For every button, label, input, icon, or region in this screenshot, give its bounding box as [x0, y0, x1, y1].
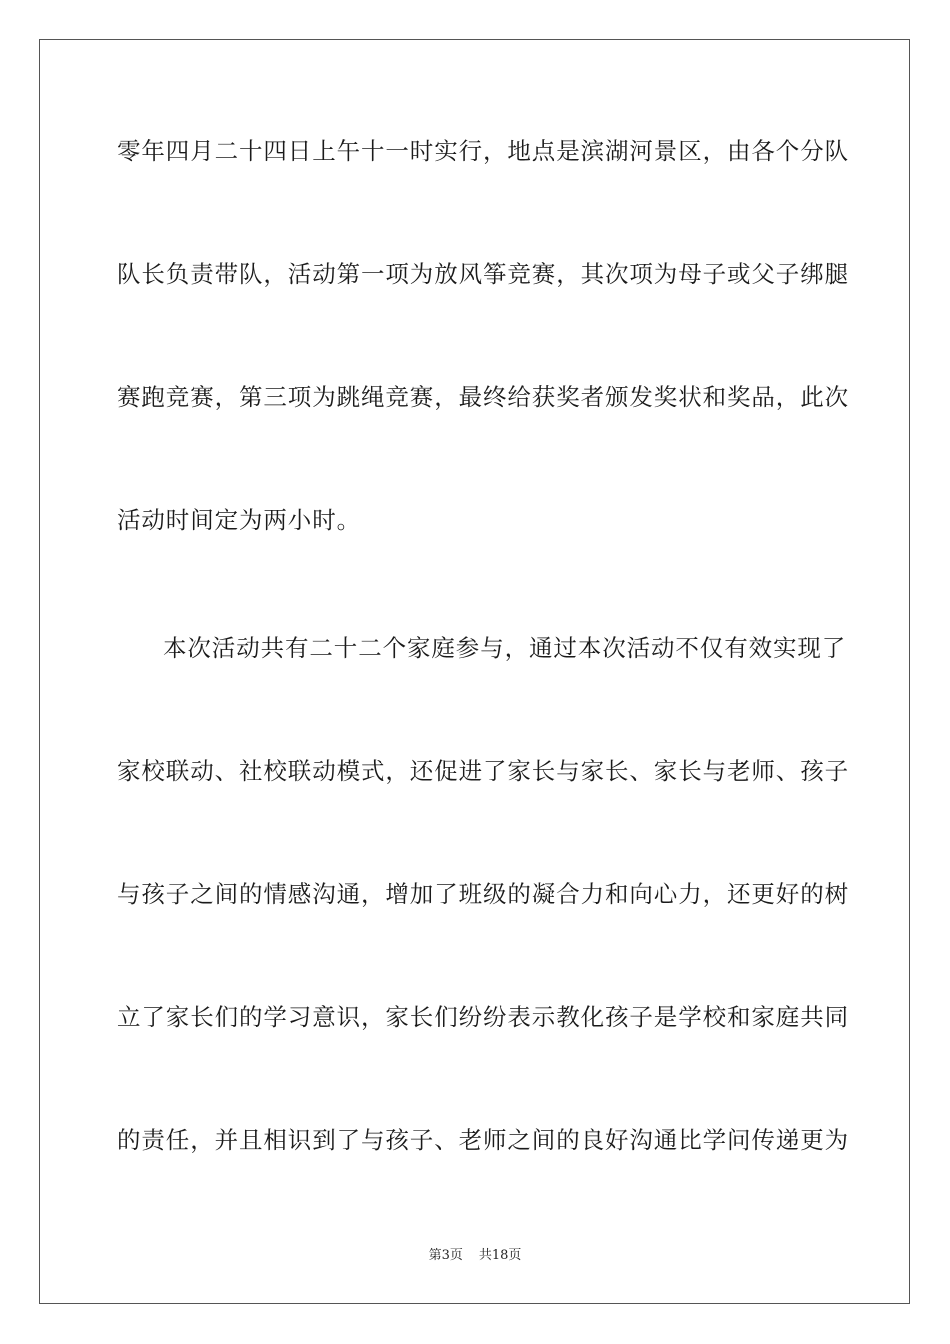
page-total: 共18页	[478, 1248, 522, 1263]
text-line: 与孩子之间的情感沟通，增加了班级的凝合力和向心力，还更好的树	[117, 880, 849, 908]
text-line: 家校联动、社校联动模式，还促进了家长与家长、家长与老师、孩子	[117, 757, 849, 785]
page-number: 第3页	[428, 1248, 463, 1263]
text-line: 活动时间定为两小时。	[117, 506, 361, 534]
text-line: 队长负责带队，活动第一项为放风筝竞赛，其次项为母子或父子绑腿	[117, 260, 849, 288]
text-line: 本次活动共有二十二个家庭参与，通过本次活动不仅有效实现了	[163, 634, 847, 662]
page-border	[39, 39, 910, 1304]
text-line: 的责任，并且相识到了与孩子、老师之间的良好沟通比学问传递更为	[117, 1126, 849, 1154]
text-line: 赛跑竞赛，第三项为跳绳竞赛，最终给获奖者颁发奖状和奖品，此次	[117, 383, 849, 411]
page-footer	[0, 1248, 950, 1264]
text-line: 零年四月二十四日上午十一时实行，地点是滨湖河景区，由各个分队	[117, 137, 849, 165]
text-line: 立了家长们的学习意识，家长们纷纷表示教化孩子是学校和家庭共同	[117, 1003, 849, 1031]
